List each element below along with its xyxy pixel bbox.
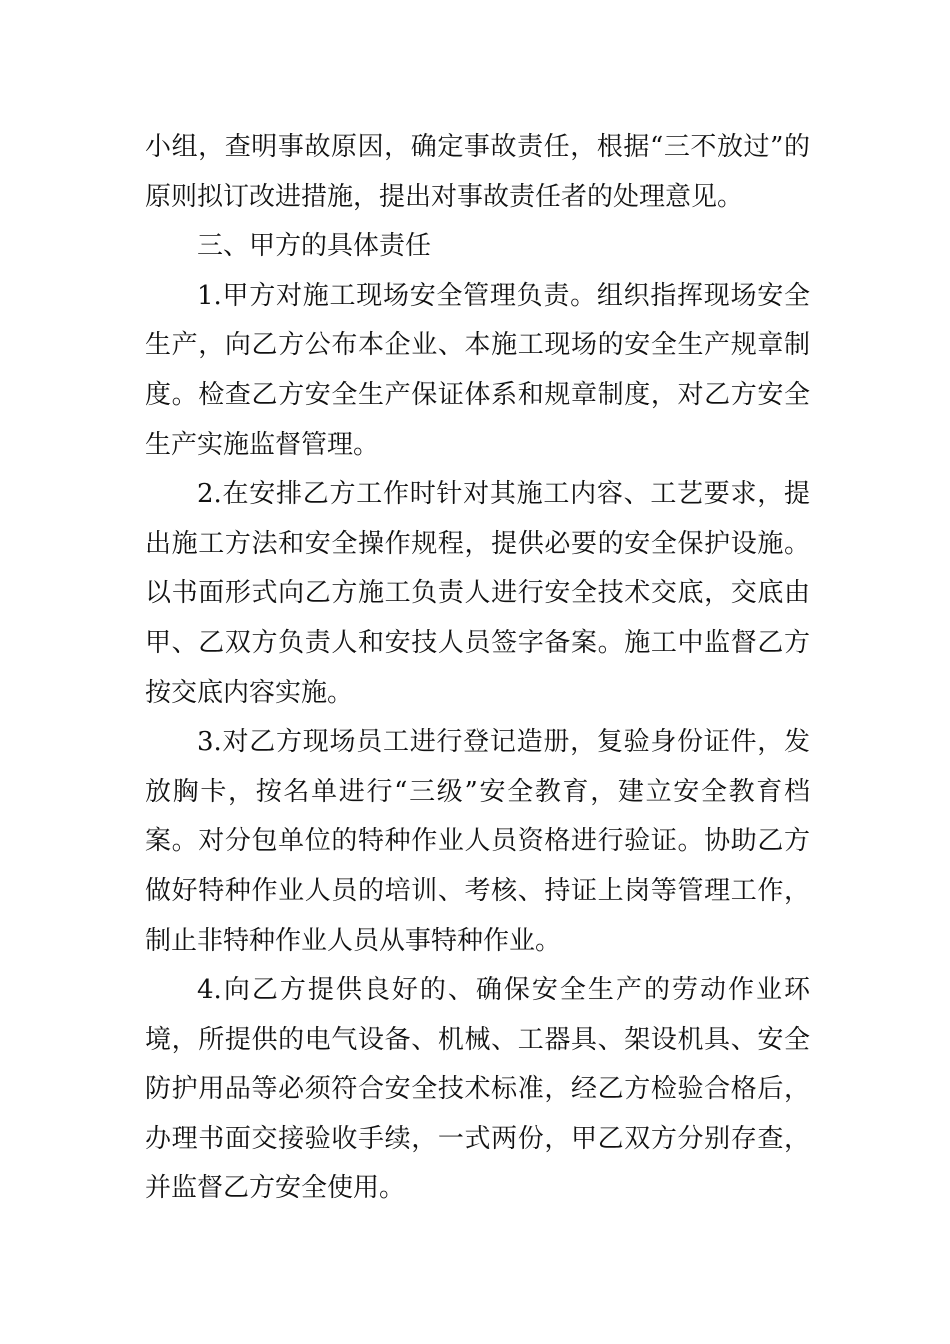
paragraph-item-1: 1.甲方对施工现场安全管理负责。组织指挥现场安全生产，向乙方公布本企业、本施工现场的安全生产规章制度。检查乙方安全生产保证体系和规章制度，对乙方安全生产实施监督管理。 [145, 280, 810, 460]
paragraph-item-3: 3.对乙方现场员工进行登记造册，复验身份证件，发放胸卡，按名单进行“三级”安全教育，建立安全教育档案。对分包单位的特种作业人员资格进行验证。协助乙方做好特种作业人员的培训、考核、持证上岗等管理工作，制止非特种作业人员从事特种作业。 [145, 727, 810, 956]
section-heading: 三、甲方的具体责任 [197, 231, 432, 262]
document-body [145, 123, 810, 1214]
paragraph-item-2: 2.在安排乙方工作时针对其施工内容、工艺要求，提出施工方法和安全操作规程，提供必要的安全保护设施。以书面形式向乙方施工负责人进行安全技术交底，交底由甲、乙双方负责人和安技人员签字备案。施工中监督乙方按交底内容实施。 [145, 479, 810, 708]
paragraph-continuation: 小组，查明事故原因，确定事故责任，根据“三不放过”的原则拟订改进措施，提出对事故责任者的处理意见。 [145, 132, 810, 212]
paragraph-item-4: 4.向乙方提供良好的、确保安全生产的劳动作业环境，所提供的电气设备、机械、工器具、架设机具、安全防护用品等必须符合安全技术标准，经乙方检验合格后，办理书面交接验收手续，一式两份，甲乙双方分别存查，并监督乙方安全使用。 [145, 975, 810, 1204]
